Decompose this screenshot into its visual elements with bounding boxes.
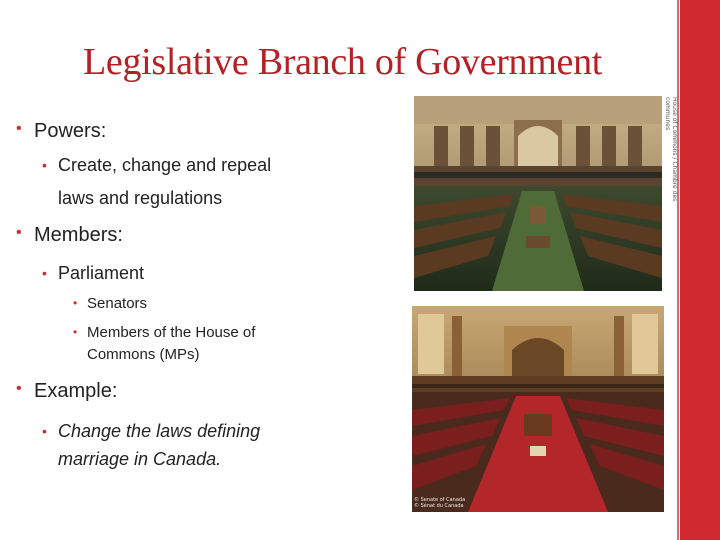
slide-title: Legislative Branch of Government xyxy=(82,41,603,83)
bullet-mps xyxy=(73,322,256,343)
bullet-powers xyxy=(16,120,107,143)
bullet-dot: • xyxy=(73,296,78,310)
bullet-senators xyxy=(73,293,148,314)
bottom-photo-credit-line-1: © Senate of Canada xyxy=(414,497,466,503)
bullet-example-line-1: Change the laws defining xyxy=(58,421,261,441)
house-of-commons-photo xyxy=(414,96,662,291)
bullet-example-item-cont xyxy=(58,446,221,472)
bullet-mps-line-2: Commons (MPs) xyxy=(87,346,200,363)
bullet-powers-line-2: laws and regulations xyxy=(58,188,223,208)
bullet-members-label: Members: xyxy=(34,224,123,246)
bullet-powers-item-cont xyxy=(58,185,222,211)
bottom-photo-credit xyxy=(414,497,465,509)
bullet-powers-label: Powers: xyxy=(34,120,107,142)
bullet-mps-cont xyxy=(87,344,200,365)
bullet-dot: • xyxy=(42,265,47,281)
bullet-dot: • xyxy=(16,224,22,241)
bullet-dot: • xyxy=(16,120,22,137)
bullet-dot: • xyxy=(42,423,47,439)
bullet-parliament-label: Parliament xyxy=(58,263,145,283)
bullet-dot: • xyxy=(42,157,47,173)
bullet-example-line-2: marriage in Canada. xyxy=(58,449,222,469)
bullet-members xyxy=(16,224,123,247)
accent-bar xyxy=(680,0,720,540)
bullet-dot: • xyxy=(73,325,78,339)
bullet-example-label: Example: xyxy=(34,380,118,402)
bottom-photo-credit-line-2: © Sénat du Canada xyxy=(414,503,464,509)
bullet-parliament xyxy=(42,260,145,286)
top-photo-credit: House of Commons / Chambre des communes xyxy=(664,97,678,202)
bullet-senators-label: Senators xyxy=(87,295,148,312)
senate-chamber-photo xyxy=(412,306,664,512)
bullet-powers-item xyxy=(42,152,272,178)
bullet-example-item xyxy=(42,418,261,444)
bullet-mps-line-1: Members of the House of xyxy=(87,324,256,341)
bullet-powers-line-1: Create, change and repeal xyxy=(58,155,272,175)
bullet-example xyxy=(16,380,118,403)
bullet-dot: • xyxy=(16,380,22,397)
